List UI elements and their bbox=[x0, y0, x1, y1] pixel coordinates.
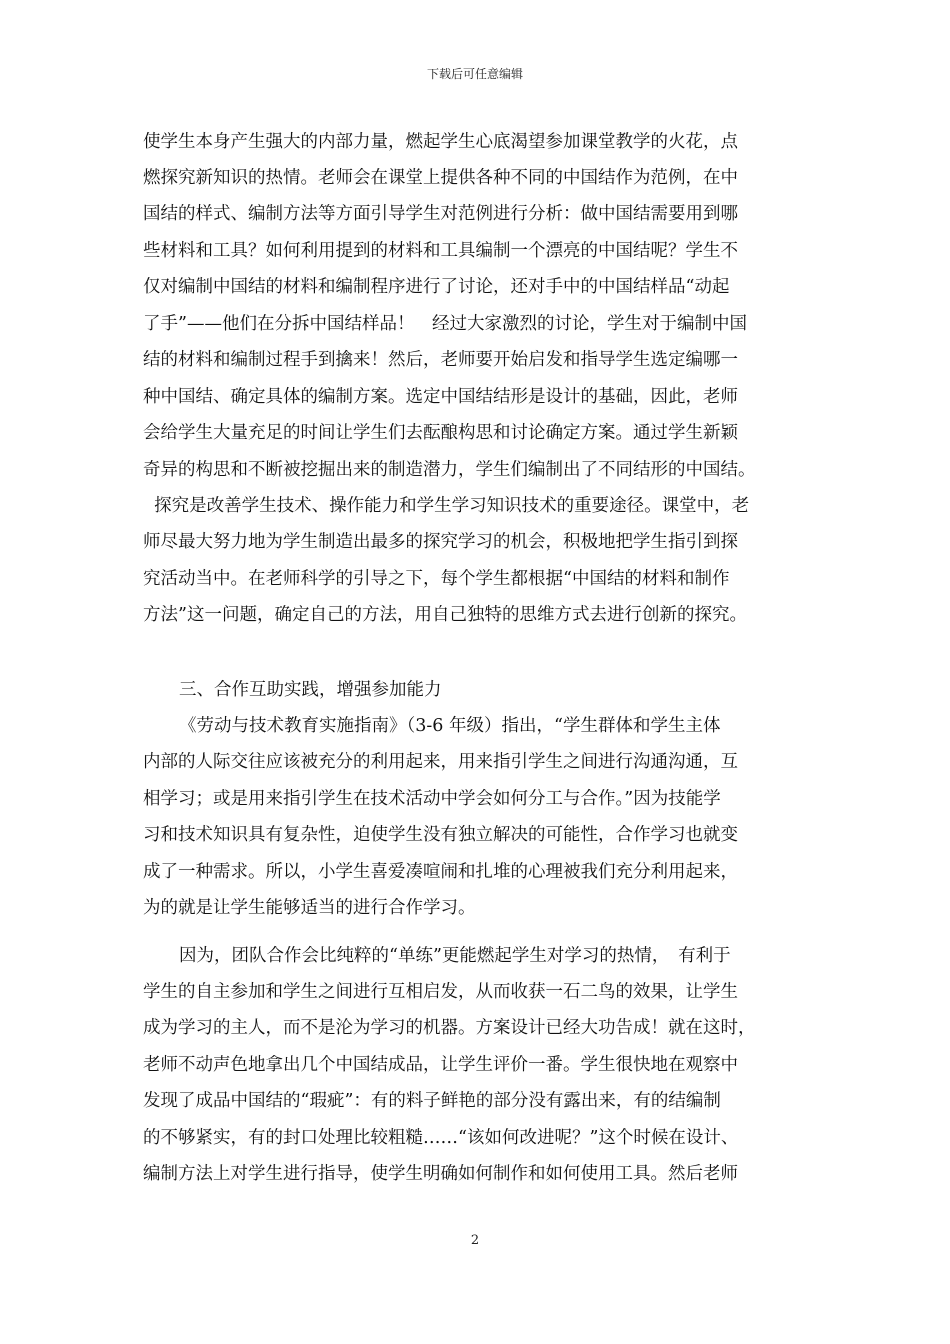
text-line: 成了一种需求。所以，小学生喜爱凑喧闹和扎堆的心理被我们充分利用起来， bbox=[143, 862, 738, 882]
text-line: 探究是改善学生技术、操作能力和学生学习知识技术的重要途径。课堂中，老 bbox=[143, 496, 750, 516]
page-header: 下载后可任意编辑 bbox=[426, 67, 523, 81]
text-line: 老师不动声色地拿出几个中国结成品，让学生评价一番。学生很快地在观察中 bbox=[143, 1055, 738, 1075]
text-line: 内部的人际交往应该被充分的利用起来，用来指引学生之间进行沟通沟通，互 bbox=[143, 752, 738, 772]
text-line: 奇异的构思和不断被挖掘出来的制造潜力，学生们编制出了不同结形的中国结。 bbox=[143, 460, 756, 480]
text-line: 燃探究新知识的热情。老师会在课堂上提供各种不同的中国结作为范例，在中 bbox=[143, 168, 738, 188]
text-line: 了手”——他们在分拆中国结样品！ 经过大家激烈的讨论，学生对于编制中国 bbox=[143, 314, 747, 334]
text-line: 编制方法上对学生进行指导，使学生明确如何制作和如何使用工具。然后老师 bbox=[143, 1164, 738, 1184]
text-line: 究活动当中。在老师科学的引导之下，每个学生都根据“中国结的材料和制作 bbox=[143, 569, 730, 589]
text-line: 《劳动与技术教育实施指南》（3-6 年级）指出，“学生群体和学生主体 bbox=[179, 716, 721, 736]
text-line: 国结的样式、编制方法等方面引导学生对范例进行分析：做中国结需要用到哪 bbox=[143, 204, 738, 224]
text-line: 相学习；或是用来指引学生在技术活动中学会如何分工与合作。”因为技能学 bbox=[143, 789, 721, 809]
text-line: 仅对编制中国结的材料和编制程序进行了讨论，还对手中的中国结样品“动起 bbox=[143, 277, 730, 297]
text-line: 方法”这一问题，确定自己的方法，用自己独特的思维方式去进行创新的探究。 bbox=[143, 605, 747, 625]
text-line: 会给学生大量充足的时间让学生们去酝酿构思和讨论确定方案。通过学生新颖 bbox=[143, 423, 738, 443]
text-line: 的不够紧实，有的封口处理比较粗糙……“该如何改进呢？”这个时候在设计、 bbox=[143, 1128, 739, 1148]
text-line: 使学生本身产生强大的内部力量，燃起学生心底渴望参加课堂教学的火花，点 bbox=[143, 132, 738, 152]
text-line: 为的就是让学生能够适当的进行合作学习。 bbox=[143, 898, 476, 918]
page-number: 2 bbox=[470, 1233, 480, 1248]
text-line: 成为学习的主人，而不是沦为学习的机器。方案设计已经大功告成！就在这时， bbox=[143, 1018, 756, 1038]
text-line: 种中国结、确定具体的编制方案。选定中国结结形是设计的基础，因此，老师 bbox=[143, 387, 738, 407]
text-line: 学生的自主参加和学生之间进行互相启发，从而收获一石二鸟的效果，让学生 bbox=[143, 982, 738, 1002]
text-line: 些材料和工具？如何利用提到的材料和工具编制一个漂亮的中国结呢？学生不 bbox=[143, 241, 738, 261]
text-line: 习和技术知识具有复杂性，迫使学生没有独立解决的可能性，合作学习也就变 bbox=[143, 825, 738, 845]
text-line: 师尽最大努力地为学生制造出最多的探究学习的机会，积极地把学生指引到探 bbox=[143, 532, 738, 552]
text-line: 发现了成品中国结的“瑕疵”：有的料子鲜艳的部分没有露出来，有的结编制 bbox=[143, 1091, 721, 1111]
text-line: 结的材料和编制过程手到擒来！然后，老师要开始启发和指导学生选定编哪一 bbox=[143, 350, 738, 370]
section-heading: 三、合作互助实践，增强参加能力 bbox=[179, 680, 442, 700]
text-line: 因为，团队合作会比纯粹的“单练”更能燃起学生对学习的热情， 有利于 bbox=[179, 946, 731, 966]
